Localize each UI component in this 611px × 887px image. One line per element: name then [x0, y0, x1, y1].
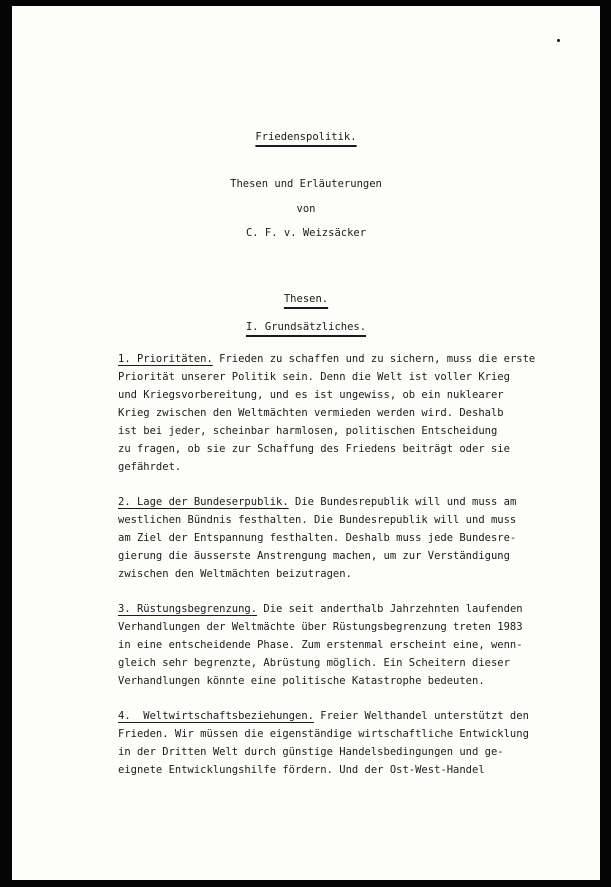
subtitle-line-2: von — [296, 203, 316, 215]
paragraph-line: gierung die äusserste Anstrengung machen, um zur Verständigung — [118, 550, 510, 562]
scan-speck — [557, 39, 560, 42]
line-text: Freier Welthandel unterstützt den — [313, 710, 529, 722]
document-page — [12, 6, 600, 880]
paragraph-line: in eine entscheidende Phase. Zum erstenmal erscheint eine, wenn- — [118, 639, 523, 651]
line-text: Frieden zu schaffen und zu sichern, muss die erste — [212, 353, 536, 365]
paragraph-line: gleich sehr begrenzte, Abrüstung möglich. Ein Scheitern dieser — [118, 657, 510, 669]
paragraph-heading: 4. Weltwirtschaftsbeziehungen. — [118, 710, 314, 722]
paragraph-line: Priorität unserer Politik sein. Denn die Welt ist voller Krieg — [118, 371, 510, 383]
paragraph-line — [118, 707, 588, 725]
paragraph-line: zu fragen, ob sie zur Schaffung des Friedens beiträgt oder sie — [118, 443, 510, 455]
subsection-heading-row — [12, 321, 600, 333]
document-title: Friedenspolitik. — [255, 131, 357, 143]
paragraph-line — [118, 493, 588, 511]
paragraph-line: westlichen Bündnis festhalten. Die Bundesrepublik will und muss — [118, 514, 517, 526]
document-title-row — [12, 131, 600, 143]
paragraph-ruestungsbegrenzung — [118, 600, 588, 690]
paragraph-line: und Kriegsvorbereitung, und es ist ungewiss, ob ein nuklearer — [118, 389, 504, 401]
paragraph-heading: 3. Rüstungsbegrenzung. — [118, 603, 258, 615]
subtitle-line-1: Thesen und Erläuterungen — [230, 178, 382, 190]
paragraph-line: Frieden. Wir müssen die eigenständige wirtschaftliche Entwicklung — [118, 728, 529, 740]
paragraph-line: ist bei jeder, scheinbar harmlosen, politischen Entscheidung — [118, 425, 498, 437]
paragraph-line: am Ziel der Entspannung festhalten. Deshalb muss jede Bundesre- — [118, 532, 517, 544]
paragraph-line: Verhandlungen der Weltmächte über Rüstungsbegrenzung treten 1983 — [118, 621, 523, 633]
paragraph-line: Krieg zwischen den Weltmächten vermieden werden wird. Deshalb — [118, 407, 504, 419]
paragraph-line — [118, 600, 588, 618]
paragraph-line: gefährdet. — [118, 461, 182, 473]
paragraph-heading: 2. Lage der Bundeserpublik. — [118, 496, 289, 508]
author-name: C. F. v. Weizsäcker — [245, 227, 367, 239]
paragraph-lage — [118, 493, 588, 583]
line-text: Die seit anderthalb Jahrzehnten laufenden — [257, 603, 523, 615]
paragraph-line: Verhandlungen könnte eine politische Katastrophe bedeuten. — [118, 675, 485, 687]
paragraph-heading: 1. Prioritäten. — [118, 353, 213, 365]
paragraph-prioritaeten — [118, 350, 588, 476]
paragraph-weltwirtschaft — [118, 707, 588, 779]
paragraph-line: zwischen den Weltmächten beizutragen. — [118, 568, 352, 580]
section-heading: Thesen. — [283, 293, 329, 305]
subsection-heading: I. Grundsätzliches. — [245, 321, 367, 333]
paragraph-line: eignete Entwicklungshilfe fördern. Und der Ost-West-Handel — [118, 764, 485, 776]
line-text: Die Bundesrepublik will und muss am — [288, 496, 517, 508]
section-heading-row — [12, 293, 600, 305]
paragraph-line: in der Dritten Welt durch günstige Handelsbedingungen und ge- — [118, 746, 504, 758]
paragraph-line — [118, 350, 588, 368]
